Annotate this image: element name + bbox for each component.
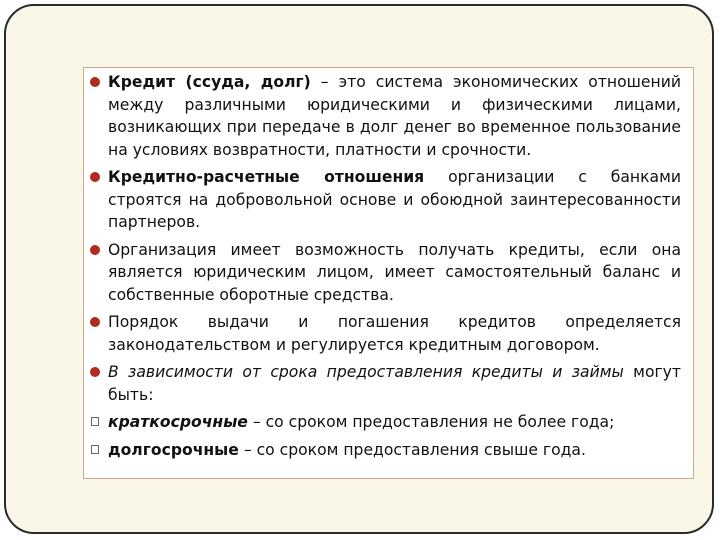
term-short-term: краткосрочные (108, 413, 248, 431)
short-term-text: – со сроком предоставления не более года; (247, 413, 615, 431)
bullet-icon (90, 317, 100, 327)
list-item-settlement-relations (90, 166, 681, 234)
bullet-icon (90, 77, 100, 87)
list-item-procedure (90, 311, 681, 356)
list-item-eligibility (90, 239, 681, 307)
sub-item-long-term (90, 439, 681, 462)
term-settlement: Кредитно-расчетные отношения (108, 168, 425, 186)
checkbox-bullet-icon (91, 445, 99, 454)
settlement-text: организации с банками строятся на добровольной основе и обоюдной заинтересованности партнеров. (108, 168, 682, 231)
bullet-icon (90, 367, 100, 377)
content-panel (83, 67, 694, 479)
procedure-text: Порядок выдачи и погашения кредитов определяется законодательством и регулируется кредитным договором. (108, 313, 681, 354)
term-types-italic: В зависимости от срока предоставления кредиты и займы (108, 363, 624, 381)
sub-item-short-term (90, 411, 681, 434)
slide-frame (4, 4, 714, 534)
list-item-credit-definition (90, 71, 681, 161)
definition-text: – это система экономических отношений между различными юридическими и физическими лицами, возникающих при передаче в долг денег во временное пользование на условиях возвратности, платности и срочности. (108, 73, 681, 159)
list-item-term-types (90, 361, 681, 406)
term-types-text: могут быть: (108, 363, 681, 404)
eligibility-text: Организация имеет возможность получать кредиты, если она является юридическим лицом, имеет самостоятельный баланс и собственные оборотные средства. (108, 240, 681, 304)
term-credit: Кредит (ссуда, долг) (108, 73, 311, 91)
checkbox-bullet-icon (91, 417, 99, 426)
bullet-icon (90, 245, 100, 255)
long-term-text: – со сроком предоставления свыше года. (238, 440, 586, 459)
bullet-icon (90, 172, 100, 182)
term-long-term: долгосрочные (108, 440, 239, 459)
